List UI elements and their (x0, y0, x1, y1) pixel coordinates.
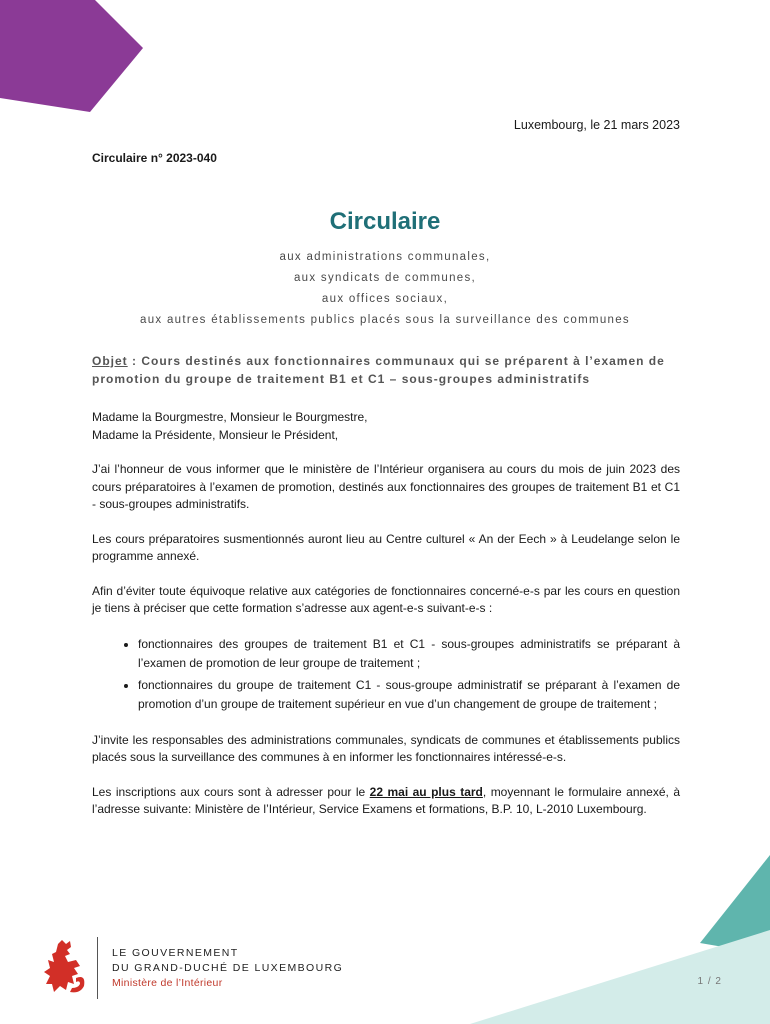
subject-label: Objet (92, 354, 128, 368)
salutation-line: Madame la Présidente, Monsieur le Président, (92, 427, 339, 442)
footer-divider (97, 937, 98, 999)
ministry-name: Ministère de l’Intérieur (112, 977, 223, 989)
salutation (92, 409, 680, 444)
paragraph-text: Les inscriptions aux cours sont à adresser pour le (92, 784, 370, 799)
recipient-line: aux administrations communales, (279, 251, 491, 263)
recipient-line: aux autres établissements publics placés sous la surveillance des communes (140, 314, 630, 326)
document-title: Circulaire (329, 208, 441, 235)
purple-corner-shape (0, 0, 150, 115)
letter-body (92, 409, 680, 836)
gov-line: DU GRAND-DUCHÉ DE LUXEMBOURG (112, 962, 344, 974)
paragraph: J’invite les responsables des administrations communales, syndicats de communes et établissements publics placés sous la surveillance des communes à en informer les fonctionnaires intéressé-e-s. (92, 732, 680, 764)
document-date: Luxembourg, le 21 mars 2023 (513, 118, 680, 132)
paragraph: J’ai l’honneur de vous informer que le ministère de l’Intérieur organisera au cours du mois de juin 2023 des cours préparatoires à l’examen de promotion, destinés aux fonctionnaires des groupes de traitement B1 et C1 - sous-groupes administratifs. (92, 462, 680, 511)
recipients-list (0, 247, 770, 331)
deadline-text: 22 mai au plus tard (369, 784, 483, 799)
teal-corner-shape (470, 855, 770, 1024)
government-label (112, 946, 343, 991)
salutation-line: Madame la Bourgmestre, Monsieur le Bourgmestre, (92, 410, 368, 424)
bullet-list (92, 635, 680, 715)
subject-block (92, 352, 680, 388)
paragraph: Les cours préparatoires susmentionnés auront lieu au Centre culturel « An der Eech » à Leudelange selon le programme annexé. (92, 531, 680, 563)
recipient-line: aux syndicats de communes, (293, 272, 477, 284)
recipient-line: aux offices sociaux, (321, 293, 449, 305)
red-lion-icon (40, 938, 88, 998)
subject-text: : Cours destinés aux fonctionnaires communaux qui se préparent à l’examen de promotion du groupe de traitement B1 et C1 – sous-groupes administratifs (92, 354, 665, 386)
page-number: 1 / 2 (697, 976, 722, 987)
paragraph (92, 784, 680, 819)
paragraph: Afin d’éviter toute équivoque relative aux catégories de fonctionnaires concerné-e-s par les cours en question je tiens à préciser que cette formation s’adresse aux agent-e-s suivant-e-s : (92, 583, 680, 615)
circular-reference: Circulaire n° 2023-040 (92, 151, 217, 165)
list-item: • fonctionnaires du groupe de traitement C1 - sous-groupe administratif se préparant à l’examen de promotion d’un groupe de traitement supérieur en vue d’un changement de groupe de traitement ; (138, 676, 680, 715)
gov-line: LE GOUVERNEMENT (112, 947, 239, 959)
paragraph-text: , moyennant le formulaire annexé, à l’adresse suivante: Ministère de l’Intérieur, Service Examens et formations, B.P. 10, L-2010 Luxembourg. (92, 784, 680, 816)
list-item: • fonctionnaires des groupes de traitement B1 et C1 - sous-groupes administratifs se préparant à l’examen de promotion de leur groupe de traitement ; (138, 635, 680, 674)
